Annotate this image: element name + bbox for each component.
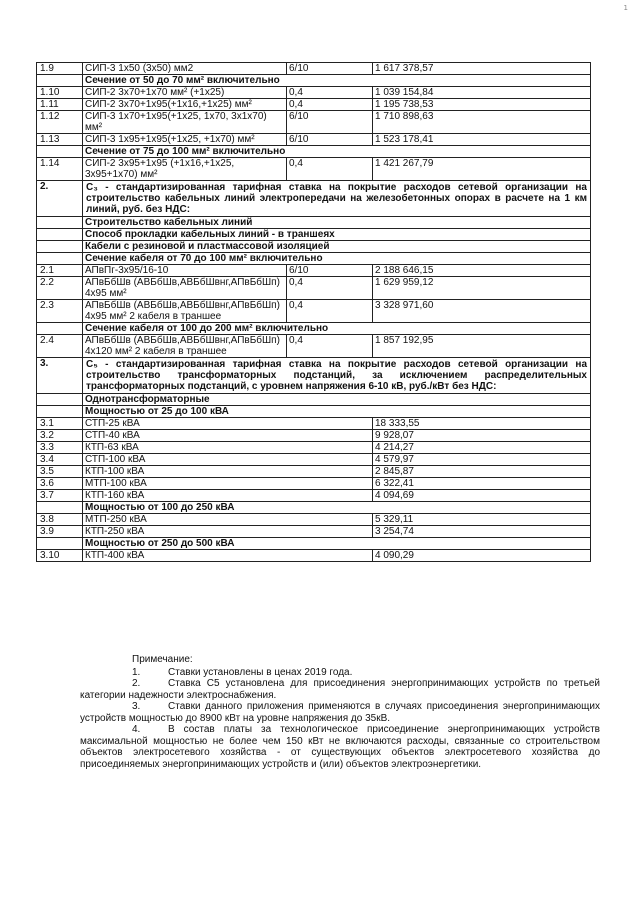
tariff-document bbox=[36, 62, 590, 562]
row-number: 3.7 bbox=[37, 490, 83, 502]
row-voltage: 6/10 bbox=[287, 63, 373, 75]
row-voltage: 0,4 bbox=[287, 87, 373, 99]
row-price: 4 090,29 bbox=[373, 550, 591, 562]
row-voltage: 0,4 bbox=[287, 158, 373, 181]
subheading-row bbox=[37, 146, 591, 158]
tariff-table bbox=[36, 62, 591, 562]
subheading-text: Мощностью от 25 до 100 кВА bbox=[83, 406, 591, 418]
section-number: 3. bbox=[37, 358, 83, 394]
row-price: 4 579,97 bbox=[373, 454, 591, 466]
subheading-row bbox=[37, 217, 591, 229]
subheading-text: Сечение от 50 до 70 мм² включительно bbox=[83, 75, 591, 87]
row-price: 1 195 738,53 bbox=[373, 99, 591, 111]
row-price: 1 857 192,95 bbox=[373, 335, 591, 358]
row-number: 3.2 bbox=[37, 430, 83, 442]
row-number: 3.5 bbox=[37, 466, 83, 478]
subheading-row bbox=[37, 229, 591, 241]
row-number: 3.8 bbox=[37, 514, 83, 526]
row-number: 1.13 bbox=[37, 134, 83, 146]
table-row bbox=[37, 87, 591, 99]
table-row bbox=[37, 158, 591, 181]
subheading-text: Строительство кабельных линий bbox=[83, 217, 591, 229]
table-row bbox=[37, 454, 591, 466]
row-price: 1 421 267,79 bbox=[373, 158, 591, 181]
note-text: Ставка С5 установлена для присоединения энергопринимающих устройств по третьей категории надежности электроснабжения. bbox=[80, 678, 600, 701]
row-voltage: 0,4 bbox=[287, 300, 373, 323]
table-row bbox=[37, 550, 591, 562]
row-number: 3.9 bbox=[37, 526, 83, 538]
subheading-spacer bbox=[37, 502, 83, 514]
row-number: 3.6 bbox=[37, 478, 83, 490]
row-name: КТП-400 кВА bbox=[83, 550, 373, 562]
subheading-row bbox=[37, 538, 591, 550]
row-name: СИП-2 3х70+1х70 мм² (+1х25) bbox=[83, 87, 287, 99]
subheading-row bbox=[37, 502, 591, 514]
table-row bbox=[37, 418, 591, 430]
subheading-row bbox=[37, 75, 591, 87]
note-text: Ставки установлены в ценах 2019 года. bbox=[168, 666, 353, 678]
subheading-text: Сечение от 75 до 100 мм² включительно bbox=[83, 146, 591, 158]
row-name: СИП-2 3х70+1х95(+1х16,+1х25) мм² bbox=[83, 99, 287, 111]
subheading-spacer bbox=[37, 394, 83, 406]
row-number: 3.3 bbox=[37, 442, 83, 454]
row-price: 4 094,69 bbox=[373, 490, 591, 502]
table-row bbox=[37, 514, 591, 526]
row-voltage: 6/10 bbox=[287, 265, 373, 277]
page-mark: 1 bbox=[623, 4, 628, 12]
subheading-spacer bbox=[37, 241, 83, 253]
row-voltage: 6/10 bbox=[287, 111, 373, 134]
subheading-text: Сечение кабеля от 70 до 100 мм² включительно bbox=[83, 253, 591, 265]
subheading-spacer bbox=[37, 229, 83, 241]
row-price: 2 188 646,15 bbox=[373, 265, 591, 277]
subheading-spacer bbox=[37, 323, 83, 335]
note-number: 3. bbox=[132, 701, 141, 712]
note-item bbox=[80, 678, 600, 701]
row-name: АПвПг-3х95/16-10 bbox=[83, 265, 287, 277]
notes-list bbox=[80, 667, 600, 771]
subheading-spacer bbox=[37, 75, 83, 87]
table-row bbox=[37, 335, 591, 358]
table-row bbox=[37, 466, 591, 478]
row-price: 9 928,07 bbox=[373, 430, 591, 442]
row-price: 1 523 178,41 bbox=[373, 134, 591, 146]
note-item bbox=[80, 701, 600, 724]
row-number: 2.3 bbox=[37, 300, 83, 323]
table-row bbox=[37, 478, 591, 490]
row-number: 2.4 bbox=[37, 335, 83, 358]
table-row bbox=[37, 430, 591, 442]
subheading-row bbox=[37, 253, 591, 265]
row-name: СТП-40 кВА bbox=[83, 430, 373, 442]
row-number: 2.2 bbox=[37, 277, 83, 300]
note-number: 2. bbox=[132, 678, 141, 689]
row-price: 3 328 971,60 bbox=[373, 300, 591, 323]
row-price: 3 254,74 bbox=[373, 526, 591, 538]
subheading-spacer bbox=[37, 538, 83, 550]
subheading-text: Кабели с резиновой и пластмассовой изоляцией bbox=[83, 241, 591, 253]
row-price: 1 617 378,57 bbox=[373, 63, 591, 75]
note-item bbox=[80, 667, 600, 679]
section-row bbox=[37, 358, 591, 394]
row-name: КТП-100 кВА bbox=[83, 466, 373, 478]
note-text: Ставки данного приложения применяются в случаях присоединения энергопринимающих устройств мощностью до 8900 кВт на уровне напряжения до 35кВ. bbox=[80, 701, 600, 724]
table-row bbox=[37, 526, 591, 538]
row-price: 18 333,55 bbox=[373, 418, 591, 430]
subheading-text: Мощностью от 100 до 250 кВА bbox=[83, 502, 591, 514]
table-row bbox=[37, 442, 591, 454]
row-number: 2.1 bbox=[37, 265, 83, 277]
row-price: 4 214,27 bbox=[373, 442, 591, 454]
row-name: СТП-25 кВА bbox=[83, 418, 373, 430]
row-voltage: 0,4 bbox=[287, 335, 373, 358]
row-number: 3.1 bbox=[37, 418, 83, 430]
row-price: 1 039 154,84 bbox=[373, 87, 591, 99]
subheading-spacer bbox=[37, 146, 83, 158]
row-number: 1.9 bbox=[37, 63, 83, 75]
row-name: СИП-2 3х95+1х95 (+1х16,+1х25, 3х95+1х70) мм² bbox=[83, 158, 287, 181]
row-number: 1.12 bbox=[37, 111, 83, 134]
subheading-row bbox=[37, 323, 591, 335]
table-row bbox=[37, 111, 591, 134]
subheading-row bbox=[37, 406, 591, 418]
row-price: 1 629 959,12 bbox=[373, 277, 591, 300]
section-text: С₃ - стандартизированная тарифная ставка на покрытие расходов сетевой организации на строительство кабельных линий электропередачи на железобетонных опорах в расчете на 1 км линий, руб. без НДС: bbox=[83, 181, 591, 217]
section-number: 2. bbox=[37, 181, 83, 217]
subheading-spacer bbox=[37, 217, 83, 229]
table-row bbox=[37, 63, 591, 75]
row-number: 3.10 bbox=[37, 550, 83, 562]
row-name: АПвБбШв (АВБбШв,АВБбШвнг,АПвБбШп) 4х120 мм² 2 кабеля в траншее bbox=[83, 335, 287, 358]
row-number: 1.10 bbox=[37, 87, 83, 99]
note-item bbox=[80, 724, 600, 770]
table-row bbox=[37, 265, 591, 277]
table-row bbox=[37, 134, 591, 146]
row-name: СИП-3 1х70+1х95(+1х25, 1х70, 3х1х70) мм² bbox=[83, 111, 287, 134]
row-voltage: 0,4 bbox=[287, 99, 373, 111]
row-name: СИП-3 1х95+1х95(+1х25, +1х70) мм² bbox=[83, 134, 287, 146]
table-row bbox=[37, 99, 591, 111]
note-number: 4. bbox=[132, 724, 141, 735]
section-text: С₅ - стандартизированная тарифная ставка на покрытие расходов сетевой организации на строительство трансформаторных подстанций, за исключением распределительных трансформаторных подстанций, с уровнем напряжения 6-10 кВ, руб./кВт без НДС: bbox=[83, 358, 591, 394]
row-number: 1.11 bbox=[37, 99, 83, 111]
row-number: 3.4 bbox=[37, 454, 83, 466]
subheading-spacer bbox=[37, 406, 83, 418]
row-name: СТП-100 кВА bbox=[83, 454, 373, 466]
row-price: 1 710 898,63 bbox=[373, 111, 591, 134]
row-name: АПвБбШв (АВБбШв,АВБбШвнг,АПвБбШп) 4х95 мм² 2 кабеля в траншее bbox=[83, 300, 287, 323]
table-row bbox=[37, 490, 591, 502]
subheading-spacer bbox=[37, 253, 83, 265]
row-name: КТП-160 кВА bbox=[83, 490, 373, 502]
notes-section bbox=[80, 654, 600, 770]
row-number: 1.14 bbox=[37, 158, 83, 181]
notes-title: Примечание: bbox=[132, 654, 193, 665]
subheading-row bbox=[37, 241, 591, 253]
row-name: МТП-100 кВА bbox=[83, 478, 373, 490]
subheading-text: Мощностью от 250 до 500 кВА bbox=[83, 538, 591, 550]
row-price: 2 845,87 bbox=[373, 466, 591, 478]
note-number: 1. bbox=[132, 666, 141, 678]
row-name: АПвБбШв (АВБбШв,АВБбШвнг,АПвБбШп) 4х95 мм² bbox=[83, 277, 287, 300]
row-voltage: 0,4 bbox=[287, 277, 373, 300]
table-row bbox=[37, 277, 591, 300]
subheading-text: Однотрансформаторные bbox=[83, 394, 591, 406]
subheading-row bbox=[37, 394, 591, 406]
row-price: 6 322,41 bbox=[373, 478, 591, 490]
row-price: 5 329,11 bbox=[373, 514, 591, 526]
row-name: КТП-250 кВА bbox=[83, 526, 373, 538]
subheading-text: Сечение кабеля от 100 до 200 мм² включительно bbox=[83, 323, 591, 335]
row-name: МТП-250 кВА bbox=[83, 514, 373, 526]
row-name: СИП-3 1х50 (3х50) мм2 bbox=[83, 63, 287, 75]
table-row bbox=[37, 300, 591, 323]
subheading-text: Способ прокладки кабельных линий - в траншеях bbox=[83, 229, 591, 241]
row-name: КТП-63 кВА bbox=[83, 442, 373, 454]
section-row bbox=[37, 181, 591, 217]
row-voltage: 6/10 bbox=[287, 134, 373, 146]
note-text: В состав платы за технологическое присоединение энергопринимающих устройств максимальной мощностью не более чем 150 кВт не включаются расходы, связанные со строительством объектов электросетевого хозяйства - от существующих объектов электросетевого хозяйства до присоединяемых энергопринимающих устройств и (или) объектов электроэнергетики. bbox=[80, 724, 600, 770]
